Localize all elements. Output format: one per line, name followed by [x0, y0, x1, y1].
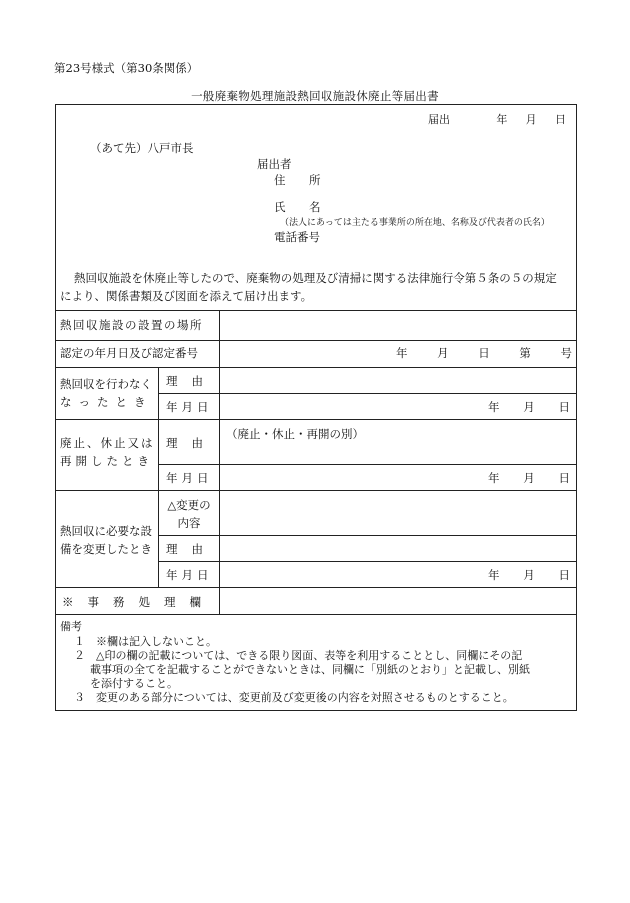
- change-reason-label: [166, 540, 217, 558]
- change-content-field[interactable]: [221, 492, 573, 533]
- date-month: 月: [523, 471, 535, 485]
- change-reason-field[interactable]: [221, 537, 573, 559]
- change-date[interactable]: [488, 566, 570, 584]
- date-year: 年: [488, 471, 500, 485]
- row-divider: [56, 614, 576, 615]
- abolish-reason-note: （廃止・休止・再開の別）: [226, 427, 364, 441]
- row-divider: [56, 340, 576, 341]
- date-month: 月: [523, 568, 535, 582]
- row-divider: [158, 535, 576, 536]
- location-field[interactable]: [221, 312, 573, 338]
- row-divider: [56, 490, 576, 491]
- statement-line-2: により、関係書類及び図面を添えて届け出ます。: [60, 289, 313, 303]
- date-year: 年: [488, 568, 500, 582]
- date-day: 日: [558, 400, 570, 414]
- document-title: 一般廃棄物処理施設熱回収施設休廃止等届出書: [191, 89, 439, 103]
- change-label-line1: 熱回収に必要な設: [60, 524, 152, 538]
- date-month: 月: [523, 400, 535, 414]
- date-year: 年: [488, 400, 500, 414]
- abolish-date-label: 年月日: [166, 471, 213, 485]
- notification-date: [428, 111, 566, 127]
- stop-recovery-label: [60, 375, 155, 411]
- cert-number-prefix[interactable]: 第: [519, 346, 531, 360]
- abolish-label-line2: 再開したとき: [60, 454, 153, 468]
- abolish-label: [60, 434, 155, 470]
- change-content-label: [160, 496, 218, 532]
- notification-date-month[interactable]: 月: [525, 113, 537, 126]
- note-item: １ ※欄は記入しないこと。: [74, 635, 217, 648]
- abolish-label-line1: 廃止、休止又は: [60, 436, 155, 450]
- notifier-label: 届出者: [257, 157, 292, 171]
- name-label: 氏 名: [274, 200, 327, 214]
- notification-date-year[interactable]: 年: [496, 113, 508, 126]
- change-content-line1: △変更の: [167, 498, 211, 512]
- address-field[interactable]: [338, 171, 558, 187]
- row-divider: [56, 419, 576, 420]
- row-divider: [158, 393, 576, 394]
- statement-line-1: 熱回収施設を休廃止等したので、廃棄物の処理及び清掃に関する法律施行令第５条の５の規定: [74, 271, 557, 285]
- form-number: 第23号様式（第30条関係）: [54, 61, 199, 75]
- row-divider: [158, 464, 576, 465]
- cert-day[interactable]: 日: [478, 346, 490, 360]
- table-top-border: [56, 310, 576, 311]
- change-label: [60, 522, 155, 558]
- stop-recovery-date[interactable]: [488, 398, 570, 416]
- date-day: 日: [558, 568, 570, 582]
- certification-date-number: [396, 344, 572, 362]
- cert-month[interactable]: 月: [437, 346, 449, 360]
- row-divider: [56, 367, 576, 368]
- abolish-reason-label: [166, 434, 217, 452]
- note-item: ２ △印の欄の記載については、できる限り図面、表等を利用することとし、同欄にその記: [74, 649, 523, 662]
- stop-recovery-reason-field[interactable]: [221, 369, 573, 391]
- abolish-date[interactable]: [488, 469, 570, 487]
- stop-recovery-label-line1: 熱回収を行わなく: [60, 377, 152, 391]
- note-item: ３ 変更のある部分については、変更前及び変更後の内容を対照させるものとすること。: [74, 691, 514, 704]
- change-date-label: 年月日: [166, 568, 213, 582]
- column-divider: [219, 310, 220, 614]
- row-divider: [158, 561, 576, 562]
- stop-recovery-reason-label: [166, 372, 217, 390]
- phone-label: 電話番号: [274, 230, 320, 244]
- location-label-text: 熱回収施設の設置の場所: [60, 318, 203, 332]
- row-divider: [56, 587, 576, 588]
- phone-field[interactable]: [338, 228, 558, 244]
- reason-text: 理由: [166, 374, 217, 388]
- form-frame: [55, 104, 577, 711]
- notification-date-day[interactable]: 日: [554, 113, 566, 126]
- certification-label: 認定の年月日及び認定番号: [60, 346, 198, 360]
- date-day: 日: [558, 471, 570, 485]
- notes-heading: 備考: [60, 620, 82, 633]
- address-label: 住 所: [274, 173, 327, 187]
- column-divider: [158, 367, 159, 587]
- stop-recovery-date-label: 年月日: [166, 400, 213, 414]
- cert-year[interactable]: 年: [396, 346, 408, 360]
- reason-text: 理由: [166, 436, 217, 450]
- cert-number-suffix[interactable]: 号: [560, 346, 572, 360]
- location-label: [60, 316, 216, 334]
- stop-recovery-label-line2: なったとき: [60, 395, 153, 409]
- abolish-reason-field[interactable]: [221, 443, 573, 462]
- office-use-label: ※事務処理欄: [62, 595, 215, 609]
- office-use-field: [221, 589, 573, 612]
- reason-text: 理由: [166, 542, 217, 556]
- note-item: を添付すること。: [90, 677, 178, 690]
- note-item: 載事項の全てを記載することができないときは、同欄に「別紙のとおり」と記載し、別紙: [90, 663, 530, 676]
- change-label-line2: 備を変更したとき: [60, 542, 152, 556]
- notification-date-label: 届出: [428, 113, 450, 126]
- change-content-line2: 内容: [177, 516, 201, 530]
- addressee: （あて先）八戸市長: [90, 141, 194, 155]
- name-note: （法人にあっては主たる事業所の所在地、名称及び代表者の氏名）: [280, 218, 550, 228]
- name-field[interactable]: [338, 198, 558, 214]
